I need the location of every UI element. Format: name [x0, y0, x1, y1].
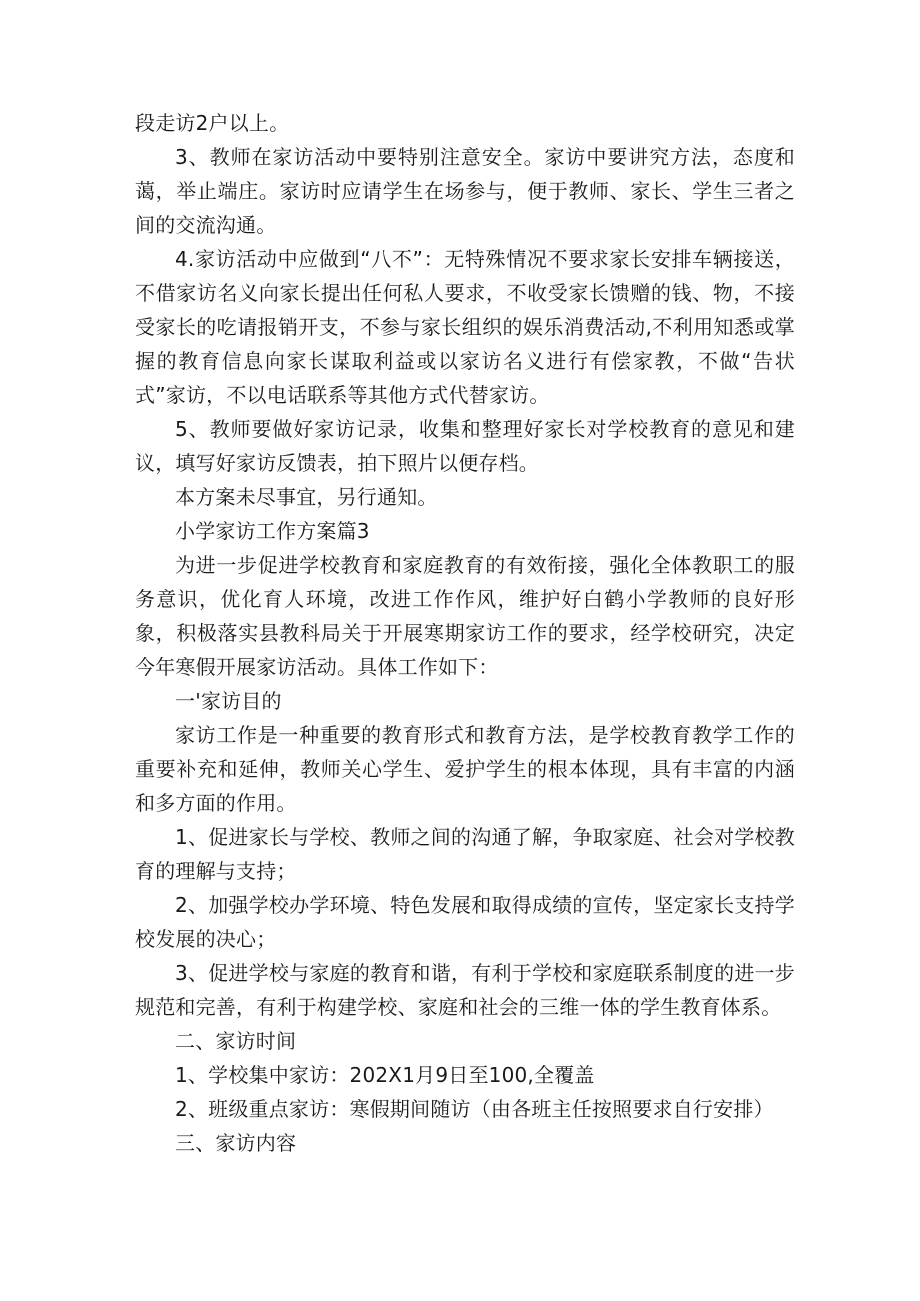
paragraph: 本方案未尽事宜，另行通知。	[175, 485, 438, 509]
paragraph: 3、教师在家访活动中要特别注意安全。家访中要讲究方法，态度和蔼，举止端庄。家访时应请学生在场参与，便于教师、家长、学生三者之间的交流沟通。	[135, 145, 795, 237]
list-item: 1、学校集中家访：202X1月9日至100,全覆盖	[175, 1063, 595, 1087]
list-item: 3、促进学校与家庭的教育和谐，有利于学校和家庭联系制度的进一步规范和完善，有利于构建学校、家庭和社会的三维一体的学生教育体系。	[135, 961, 795, 1019]
section-heading: 三、家访内容	[175, 1131, 297, 1155]
paragraph: 4.家访活动中应做到“八不”：无特殊情况不要求家长安排车辆接送，不借家访名义向家长提出任何私人要求，不收受家长馈赠的钱、物，不接受家长的吃请报销开支，不参与家长组织的娱乐消费活动,不利用知悉或掌握的教育信息向家长谋取利益或以家访名义进行有偿家教，不做“告状式”家访，不以电话联系等其他方式代替家访。	[135, 247, 795, 407]
list-item: 1、促进家长与学校、教师之间的沟通了解，争取家庭、社会对学校教育的理解与支持；	[135, 825, 795, 883]
section-heading: 一'家访目的	[175, 689, 282, 713]
list-item: 2、加强学校办学环境、特色发展和取得成绩的宣传，坚定家长支持学校发展的决心；	[135, 893, 795, 951]
paragraph: 段走访2户以上。	[135, 111, 290, 135]
section-heading: 小学家访工作方案篇3	[175, 519, 370, 543]
section-heading: 二、家访时间	[175, 1029, 297, 1053]
paragraph: 家访工作是一种重要的教育形式和教育方法，是学校教育教学工作的重要补充和延伸，教师关心学生、爱护学生的根本体现，具有丰富的内涵和多方面的作用。	[135, 723, 795, 815]
paragraph: 5、教师要做好家访记录，收集和整理好家长对学校教育的意见和建议，填写好家访反馈表，拍下照片以便存档。	[135, 417, 795, 475]
paragraph: 为进一步促进学校教育和家庭教育的有效衔接，强化全体教职工的服务意识，优化育人环境，改进工作作风，维护好白鹤小学教师的良好形象，积极落实县教科局关于开展寒期家访工作的要求，经学校研究，决定今年寒假开展家访活动。具体工作如下：	[135, 553, 795, 679]
list-item: 2、班级重点家访：寒假期间随访（由各班主任按照要求自行安排）	[175, 1097, 774, 1121]
document-body	[135, 106, 795, 1160]
